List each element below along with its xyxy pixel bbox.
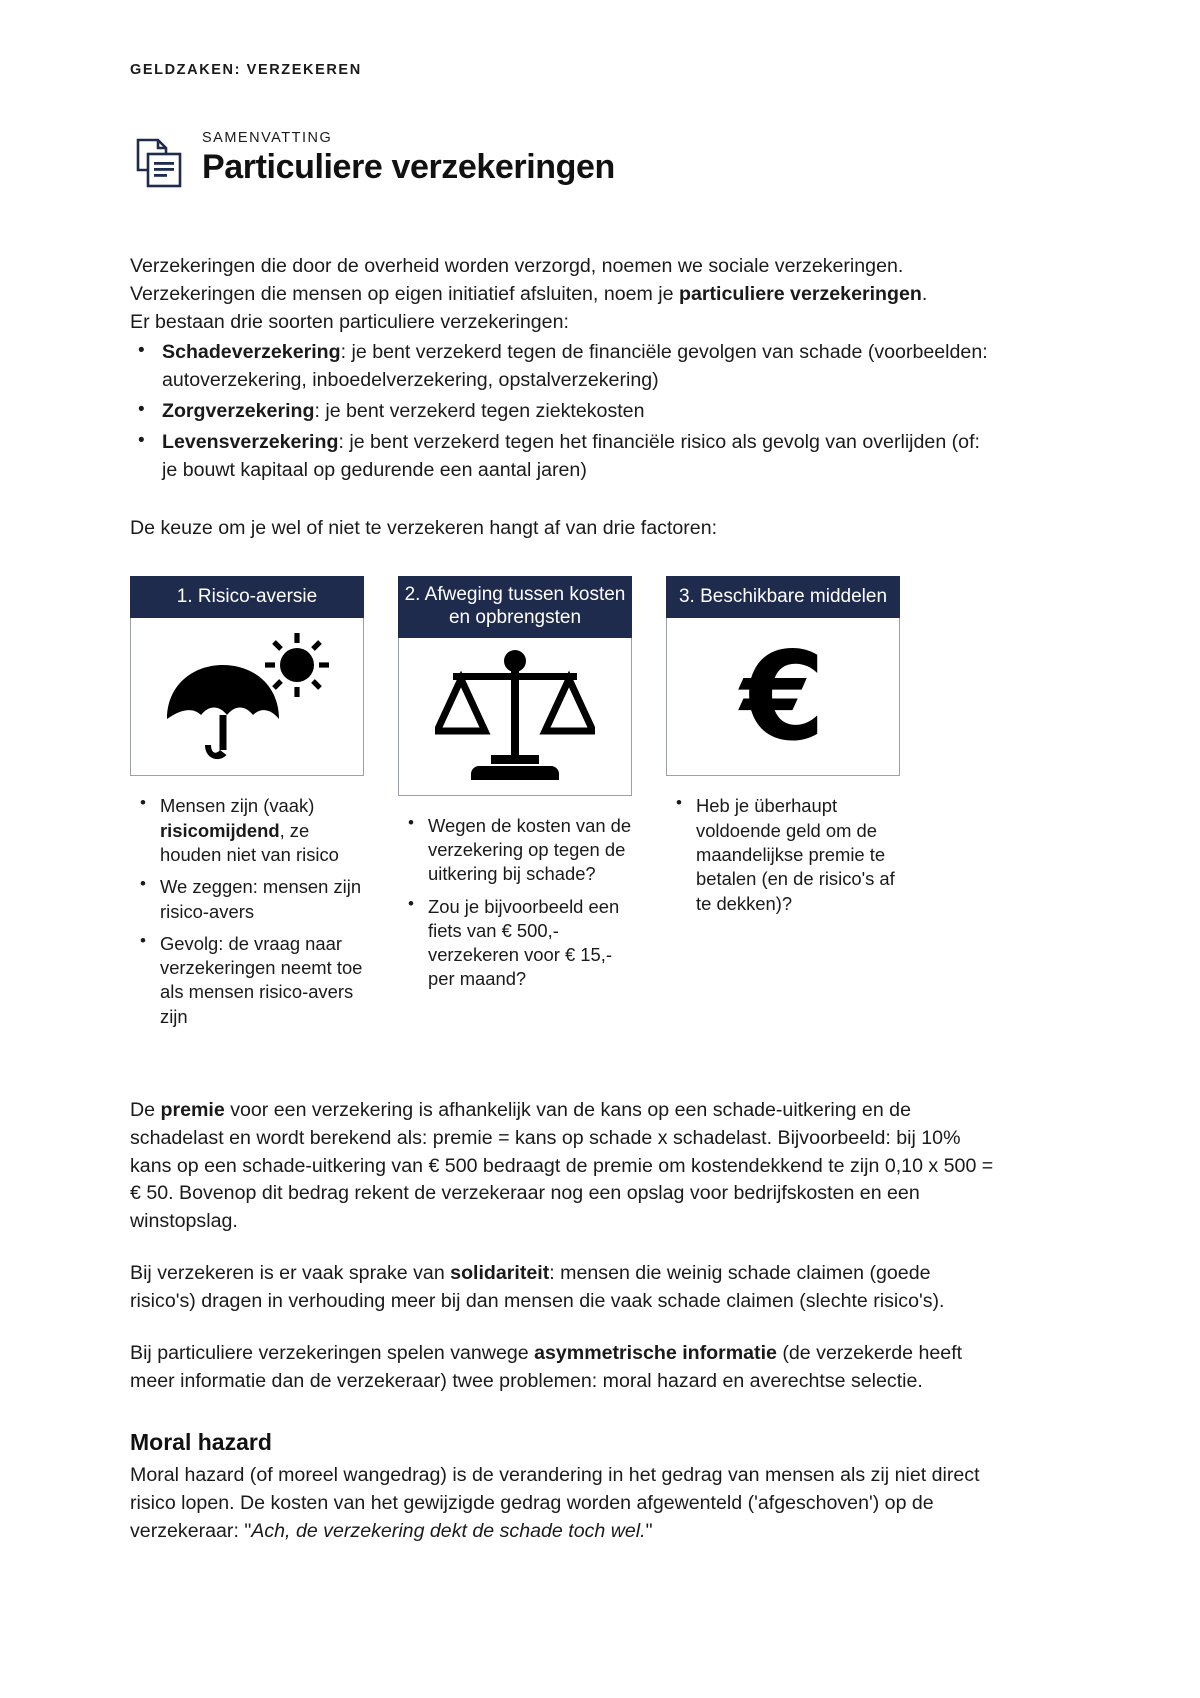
insurance-types-list [130, 339, 1000, 484]
cards-spacer [130, 1037, 1000, 1073]
factor-card-3-bullets [666, 794, 900, 915]
factor-card-3-header: 3. Beschikbare middelen [666, 576, 900, 618]
list-item-term: Levensverzekering [162, 430, 339, 453]
moral-hazard-pre: Moral hazard (of moreel wangedrag) is de verandering in het gedrag van mensen als zij niet direct risico lopen. De kosten van het gewijzigde gedrag worden afgewenteld ('afgeschoven') op de verzekeraar: " [130, 1464, 980, 1542]
solidariteit-pre: Bij verzekeren is er vaak sprake van [130, 1262, 451, 1285]
intro-line-2-bold: particuliere verzekeringen [678, 282, 922, 305]
list-item-term: Schadeverzekering [162, 341, 341, 364]
title-block [130, 130, 1000, 197]
asymmetrie-paragraph [130, 1340, 1000, 1396]
factors-intro: De keuze om je wel of niet te verzekeren hangt af van drie factoren: [130, 516, 718, 539]
page-content [130, 0, 1000, 1546]
document-stack-icon [132, 136, 188, 197]
premie-bold: premie [160, 1099, 225, 1122]
list-item [666, 794, 900, 915]
factor-card-1-header: 1. Risico-aversie [130, 576, 364, 618]
moral-hazard-post: " [645, 1519, 653, 1542]
list-item [398, 895, 632, 992]
factor-card-1-bullets [130, 794, 364, 1029]
asymmetrie-post: (de verzekerde heeft meer informatie dan de verzekeraar) twee problemen: moral hazard en averechtse selectie. [130, 1341, 963, 1392]
bullet-bold: risicomijdend [160, 819, 280, 841]
bullet-pre: Wegen de kosten van de verzekering op tegen de uitkering bij schade? [428, 814, 632, 885]
list-item [130, 339, 1000, 395]
intro-line-1: Verzekeringen die door de overheid worden verzorgd, noemen we sociale verzekeringen. [130, 255, 904, 277]
factor-card-3-figure [666, 618, 900, 776]
intro-line-2-pre: Verzekeringen die mensen op eigen initiatief afsluiten, noem je [130, 282, 679, 305]
intro-line-2 [130, 281, 1000, 309]
factor-card-1 [130, 576, 364, 1037]
factor-card-2-bullets [398, 814, 632, 992]
moral-hazard-paragraph [130, 1462, 1000, 1545]
section-heading-moral-hazard: Moral hazard [130, 1429, 272, 1456]
factor-card-1-figure [130, 618, 364, 776]
factor-card-2-figure [398, 638, 632, 796]
factor-card-3 [666, 576, 900, 1037]
list-item [398, 814, 632, 887]
solidariteit-post: : mensen die weinig schade claimen (goede risico's) dragen in verhouding meer bij dan mensen die vaak schade claimen (slechte risico's). [130, 1262, 945, 1312]
euro-sign-icon: € [740, 625, 826, 768]
list-item [130, 932, 364, 1029]
premie-post: voor een verzekering is afhankelijk van de kans op een schade-uitkering en de schadelast en wordt berekend als: premie = kans op schade x schadelast. Bijvoorbeeld: bij 10% kans op een schade-uitkering van € 500 bedraagt de premie om kostendekkend te zijn 0,10 x 500 = € 50. Bovenop dit bedrag rekent de verzekeraar nog een opslag voor bedrijfskosten en een winstopslag. [130, 1099, 994, 1233]
asymmetrie-pre: Bij particuliere verzekeringen spelen vanwege [130, 1341, 535, 1364]
bullet-pre: Gevolg: de vraag naar verzekeringen neemt toe als mensen risico-avers zijn [160, 932, 363, 1027]
bullet-pre: Zou je bijvoorbeeld een fiets van € 500,- verzekeren voor € 15,- per maand? [428, 895, 620, 990]
list-item [130, 398, 1000, 426]
list-item-term: Zorgverzekering [162, 400, 315, 423]
running-head: GELDZAKEN: VERZEKEREN [130, 62, 362, 78]
list-item-text: : je bent verzekerd tegen ziektekosten [314, 400, 645, 423]
factor-card-2-header: 2. Afweging tussen kosten en opbrengsten [398, 576, 632, 637]
page-title: Particuliere verzekeringen [202, 148, 615, 186]
asymmetrie-bold: asymmetrische informatie [534, 1341, 777, 1364]
bullet-pre: Mensen zijn (vaak) [160, 795, 315, 817]
solidariteit-paragraph [130, 1260, 1000, 1316]
list-item [130, 794, 364, 867]
premie-paragraph [130, 1097, 1000, 1236]
balance-scale-icon [435, 645, 595, 787]
document-kicker: SAMENVATTING [202, 130, 333, 146]
factor-card-2 [398, 576, 632, 1037]
intro-paragraph [130, 253, 1000, 336]
solidariteit-bold: solidariteit [450, 1262, 550, 1285]
factor-cards [130, 576, 1000, 1037]
bullet-pre: Heb je überhaupt voldoende geld om de maandelijkse premie te betalen (en de risico's af te dekken)? [696, 795, 895, 914]
list-item [130, 429, 1000, 485]
intro-line-3: Er bestaan drie soorten particuliere verzekeringen: [130, 310, 569, 333]
list-item-text: : je bent verzekerd tegen de financiële gevolgen van schade (voorbeelden: autoverzekering, inboedelverzekering, opstalverzekering) [162, 341, 988, 392]
umbrella-sun-icon [149, 627, 345, 767]
list-item-text: : je bent verzekerd tegen het financiële risico als gevolg van overlijden (of: je bouwt kapitaal op gedurende een aantal jaren) [162, 430, 980, 481]
intro-line-2-post: . [921, 282, 928, 305]
list-item [130, 875, 364, 924]
title-text-group [202, 130, 615, 186]
premie-pre: De [130, 1099, 161, 1122]
bullet-pre: We zeggen: mensen zijn risico-avers [160, 876, 362, 922]
bullet-post: , ze houden niet van risico [160, 819, 339, 866]
moral-hazard-quote: Ach, de verzekering dekt de schade toch wel. [251, 1519, 646, 1542]
